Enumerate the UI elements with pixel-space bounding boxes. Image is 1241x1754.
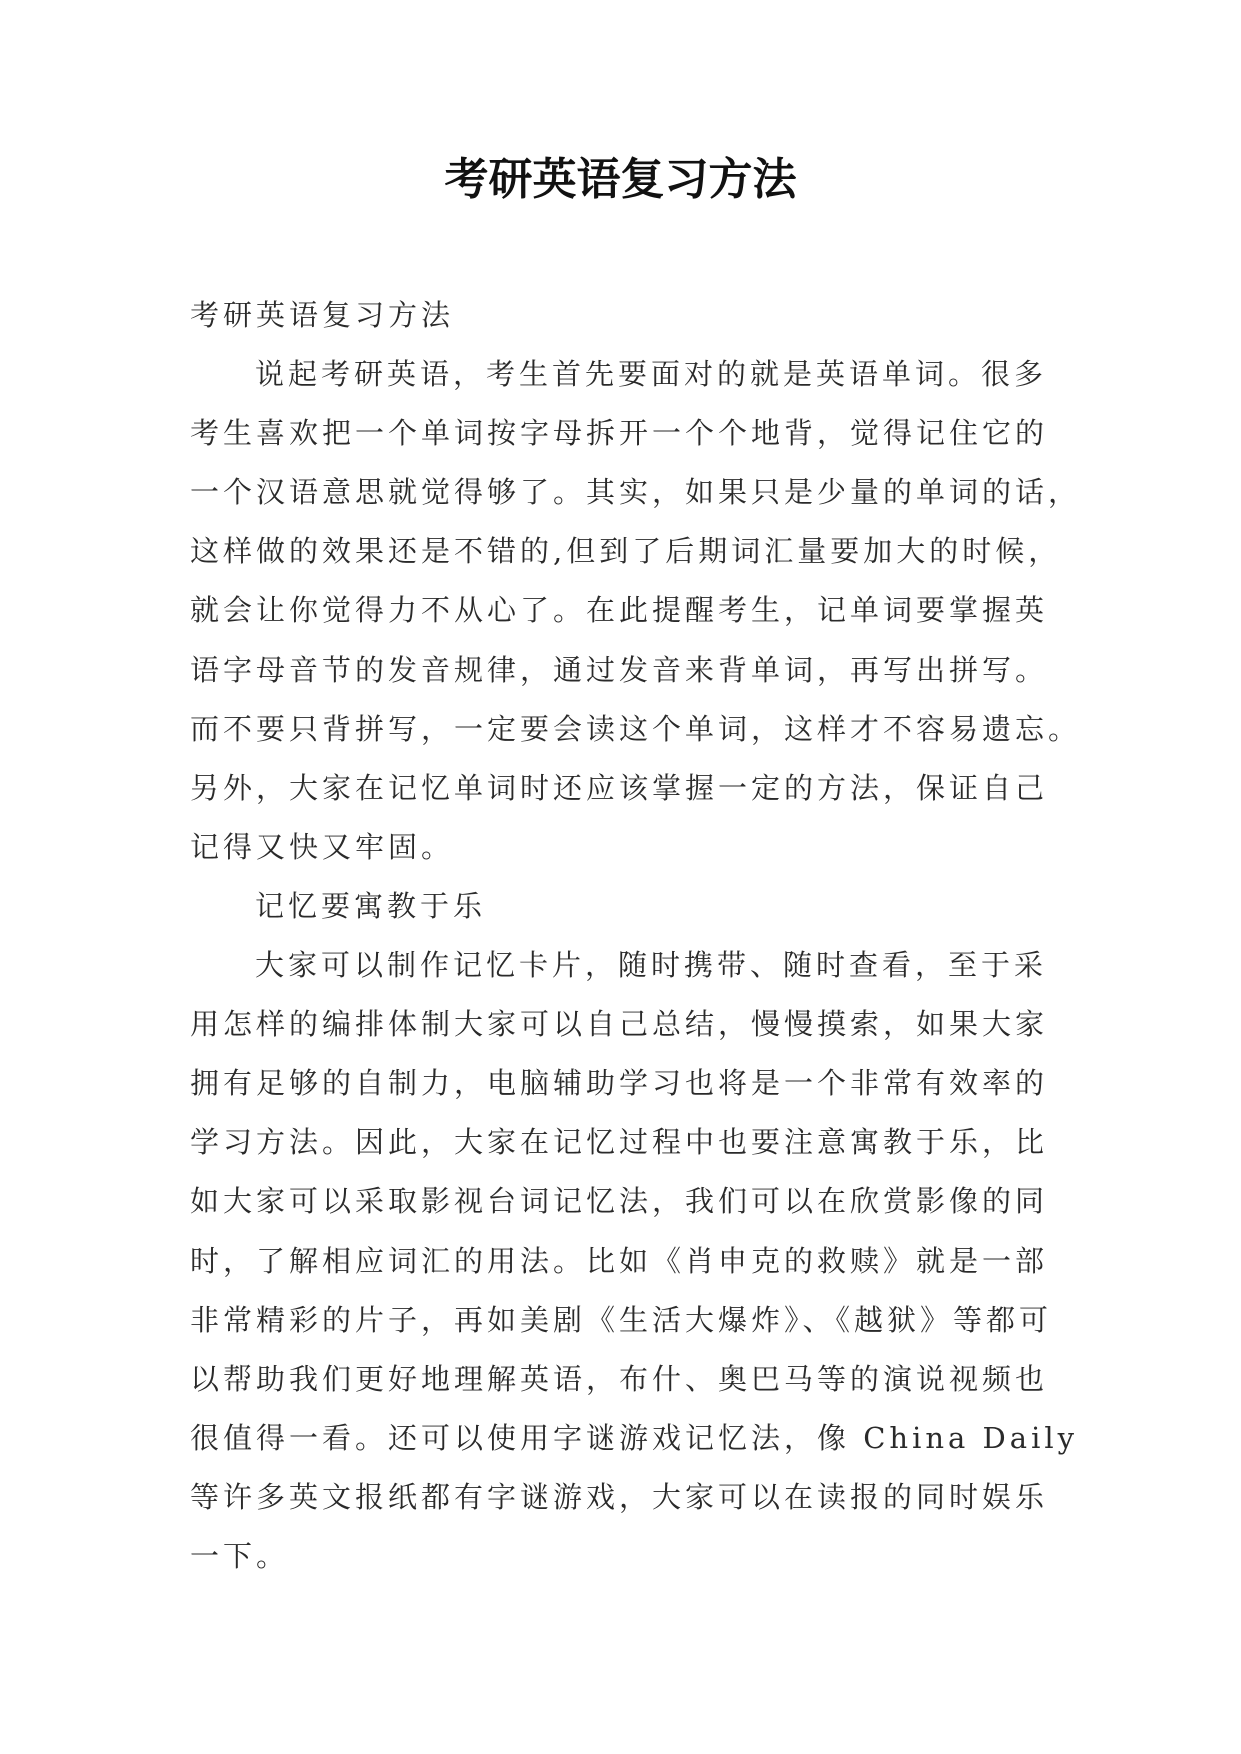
document-title: 考研英语复习方法 xyxy=(444,154,797,205)
body-text-line: 很值得一看。还可以使用字谜游戏记忆法，像 China Daily xyxy=(190,1420,1079,1455)
body-text-line: 时，了解相应词汇的用法。比如《肖申克的救赎》就是一部 xyxy=(190,1243,1049,1278)
body-text-line: 学习方法。因此，大家在记忆过程中也要注意寓教于乐，比 xyxy=(190,1125,1049,1160)
body-text-line: 一下。 xyxy=(190,1538,290,1573)
body-text-line: 非常精彩的片子，再如美剧《生活大爆炸》、《越狱》等都可 xyxy=(190,1302,1053,1337)
body-text-line: 这样做的效果还是不错的,但到了后期词汇量要加大的时候， xyxy=(190,534,1062,569)
body-text-line: 大家可以制作记忆卡片，随时携带、随时查看，至于采 xyxy=(255,948,1048,983)
body-text-line: 等许多英文报纸都有字谜游戏，大家可以在读报的同时娱乐 xyxy=(190,1479,1049,1514)
body-text-line: 语字母音节的发音规律，通过发音来背单词，再写出拼写。 xyxy=(190,652,1049,687)
body-text-line: 如大家可以采取影视台词记忆法，我们可以在欣赏影像的同 xyxy=(190,1184,1049,1219)
document-subtitle: 考研英语复习方法 xyxy=(190,298,455,332)
body-text-line: 拥有足够的自制力，电脑辅助学习也将是一个非常有效率的 xyxy=(190,1066,1049,1101)
body-text-line: 另外，大家在记忆单词时还应该掌握一定的方法，保证自己 xyxy=(190,770,1049,805)
document-body xyxy=(190,286,1082,1586)
body-text-line: 而不要只背拼写，一定要会读这个单词，这样才不容易遗忘。 xyxy=(190,711,1082,746)
body-text-line: 考生喜欢把一个单词按字母拆开一个个地背，觉得记住它的 xyxy=(190,416,1049,451)
body-text-line: 就会让你觉得力不从心了。在此提醒考生，记单词要掌握英 xyxy=(190,593,1049,628)
body-text-line: 说起考研英语，考生首先要面对的就是英语单词。很多 xyxy=(255,357,1048,392)
body-text-line: 一个汉语意思就觉得够了。其实，如果只是少量的单词的话， xyxy=(190,475,1082,510)
body-text-line: 用怎样的编排体制大家可以自己总结，慢慢摸索，如果大家 xyxy=(190,1007,1049,1042)
body-text-line: 记忆要寓教于乐 xyxy=(255,888,487,923)
body-text-line: 以帮助我们更好地理解英语，布什、奥巴马等的演说视频也 xyxy=(190,1361,1049,1396)
body-text-line: 记得又快又牢固。 xyxy=(190,829,455,864)
